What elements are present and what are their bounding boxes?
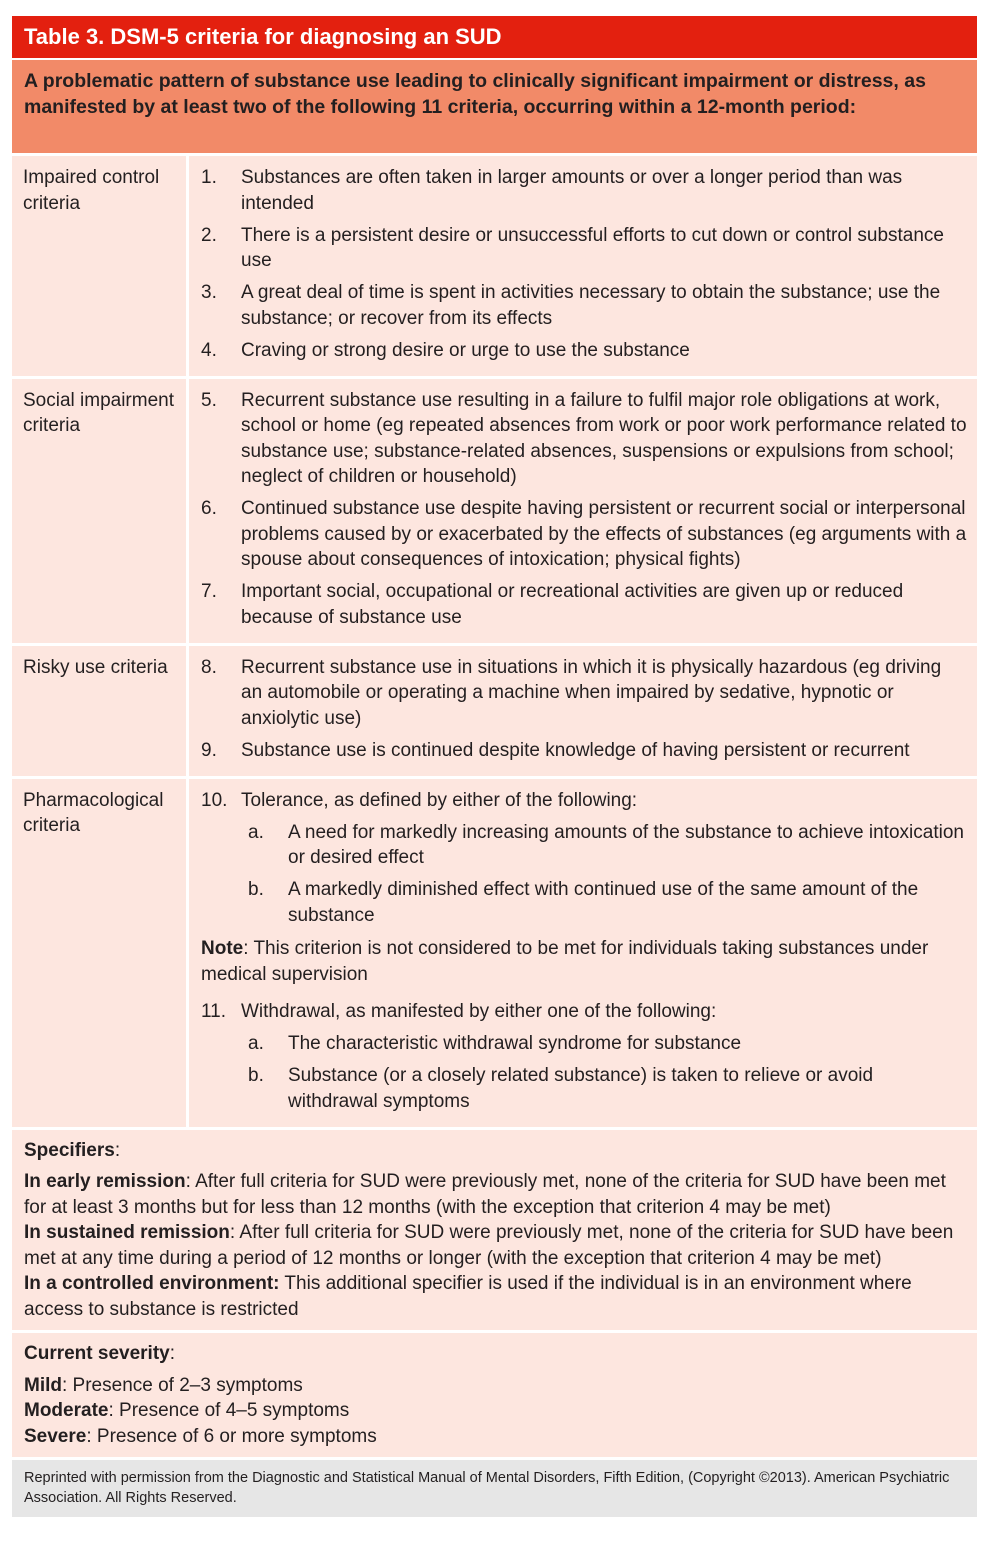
sub-criterion-letter: b. [248,879,264,900]
specifier-label: In sustained remission [24,1222,230,1243]
criterion-text: Withdrawal, as manifested by either one of the following: [241,1001,717,1022]
specifier-text: : After full criteria for SUD were previously met, none of the criteria for SUD have been met for at least 3 months but for less than 12 months (with the exception that criterion 4 may be met) [24,1171,946,1218]
criterion-number: 10. [201,789,228,811]
criterion-number: 1. [201,167,217,188]
criterion-number: 9. [201,739,217,761]
category-label: Impaired control criteria [12,156,186,376]
specifier-entry [24,1220,965,1271]
sub-criterion-item [189,1031,967,1057]
criterion-item [189,388,967,490]
severity-label: Mild [24,1374,62,1396]
criterion-number: 2. [201,224,217,246]
criterion-item [189,738,967,764]
criterion-number: 8. [201,656,217,678]
severity-heading-label: Current severity [24,1343,170,1364]
criteria-group-impaired-control [12,156,977,376]
note-label: Note [201,938,244,959]
criteria-group-social-impairment [12,379,977,643]
criterion-item [189,999,967,1025]
specifiers-section [12,1130,977,1331]
severity-label: Moderate [24,1400,109,1421]
criterion-item [189,788,967,814]
criterion-number: 3. [201,282,217,303]
sub-criterion-item [189,1063,967,1114]
sub-criterion-letter: b. [248,1065,264,1086]
criterion-number: 6. [201,498,217,519]
table-title: Table 3. DSM-5 criteria for diagnosing an SUD [12,16,977,58]
criterion-text: Continued substance use despite having persistent or recurrent social or interpersonal problems caused by or exacerbated by the effects of substances (eg arguments with a spouse about consequences of intoxication; physical fights) [241,498,967,570]
severity-text: : Presence of 6 or more symptoms [86,1425,377,1447]
specifier-entry [24,1169,965,1220]
criterion-text: Important social, occupational or recreational activities are given up or reduced because of substance use [241,581,904,628]
criterion-text: Substance use is continued despite knowledge of having persistent or recurrent [241,739,910,761]
severity-entry [24,1398,965,1424]
specifier-text: : After full criteria for SUD were previously met, none of the criteria for SUD have been met at any time during a period of 12 months or longer (with the exception that criterion 4 may be met) [24,1222,954,1269]
criterion-text: A great deal of time is spent in activities necessary to obtain the substance; use the substance; or recover from its effects [241,282,941,329]
severity-label: Severe [24,1425,87,1447]
specifier-entry [24,1271,965,1322]
category-label: Social impairment criteria [12,379,186,643]
category-label: Risky use criteria [12,646,186,776]
specifiers-heading-label: Specifiers [24,1139,115,1161]
criterion-item [189,280,967,331]
criterion-number: 5. [201,389,217,411]
dsm5-criteria-table [12,16,977,1517]
criterion-number: 4. [201,339,217,361]
severity-section [12,1333,977,1457]
sub-criterion-letter: a. [248,821,264,843]
criterion-text: Craving or strong desire or urge to use the substance [241,339,690,361]
severity-entry [24,1373,965,1399]
sub-criterion-text: A need for markedly increasing amounts of the substance to achieve intoxication or desired effect [288,821,964,868]
criterion-item [189,655,967,732]
specifiers-heading [24,1138,965,1164]
criterion-item [189,496,967,573]
heading-colon: : [114,1139,121,1161]
severity-heading [24,1341,965,1367]
severity-entry [24,1424,965,1450]
criterion-text: Recurrent substance use resulting in a failure to fulfil major role obligations at work, school or home (eg repeated absences from work or poor work performance related to substance use; substance-related absences, suspensions or expulsions from school; neglect of children or household) [241,389,967,487]
specifier-label: In a controlled environment: [24,1273,280,1294]
criteria-list [189,379,977,643]
criterion-number: 11. [201,1001,227,1022]
table-intro: A problematic pattern of substance use leading to clinically significant impairment or distress, as manifested by at least two of the following 11 criteria, occurring within a 12-month period: [12,60,977,153]
specifier-text: This additional specifier is used if the individual is in an environment where access to substance is restricted [24,1273,912,1320]
tolerance-note [189,936,967,987]
criteria-list [189,646,977,776]
criterion-text: Substances are often taken in larger amounts or over a longer period than was intended [241,167,903,214]
criterion-text: There is a persistent desire or unsuccessful efforts to cut down or control substance use [241,224,944,271]
criterion-item [189,338,967,364]
severity-text: : Presence of 2–3 symptoms [62,1374,303,1396]
category-label: Pharmacological criteria [12,779,186,1127]
specifier-label: In early remission [24,1171,186,1192]
criterion-item [189,165,967,216]
criteria-group-pharmacological [12,779,977,1127]
note-text: : This criterion is not considered to be met for individuals taking substances under medical supervision [201,938,929,985]
copyright-footer: Reprinted with permission from the Diagnostic and Statistical Manual of Mental Disorders, Fifth Edition, (Copyright ©2013). American Psychiatric Association. All Rights Reserved. [12,1460,977,1517]
criterion-text: Tolerance, as defined by either of the following: [241,789,638,811]
sub-criterion-item [189,820,967,871]
criteria-group-risky-use [12,646,977,776]
sub-criterion-text: A markedly diminished effect with continued use of the same amount of the substance [288,879,919,926]
criterion-item [189,223,967,274]
sub-criterion-text: The characteristic withdrawal syndrome for substance [288,1033,742,1054]
criterion-item [189,579,967,630]
criteria-list [189,156,977,376]
criteria-list [189,779,977,1127]
heading-colon: : [169,1343,176,1364]
sub-criterion-letter: a. [248,1033,264,1054]
sub-criterion-item [189,877,967,928]
criterion-text: Recurrent substance use in situations in which it is physically hazardous (eg driving an automobile or operating a machine when impaired by sedative, hypnotic or anxiolytic use) [241,656,942,729]
sub-criterion-text: Substance (or a closely related substance) is taken to relieve or avoid withdrawal symptoms [288,1065,874,1112]
criterion-number: 7. [201,581,217,602]
severity-text: : Presence of 4–5 symptoms [108,1400,350,1421]
